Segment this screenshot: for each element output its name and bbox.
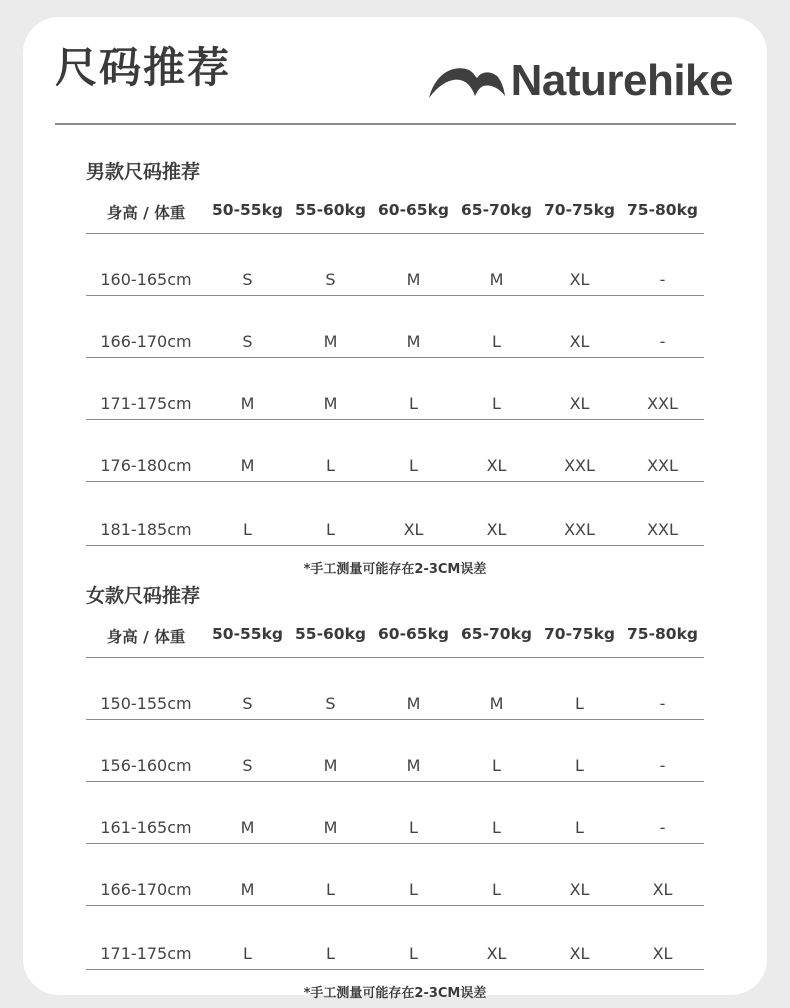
- size-cell: L: [538, 782, 621, 844]
- size-chart-card: [23, 17, 767, 1001]
- height-cell: 166-170cm: [86, 296, 206, 358]
- mountain-logo-icon: [427, 62, 505, 100]
- size-cell: S: [289, 234, 372, 296]
- page-title: 尺码推荐: [55, 43, 232, 92]
- size-cell: M: [289, 720, 372, 782]
- size-cell: -: [621, 234, 704, 296]
- size-cell: L: [455, 844, 538, 906]
- size-cell: L: [372, 906, 455, 970]
- size-cell: L: [455, 358, 538, 420]
- size-cell: L: [455, 720, 538, 782]
- table-row: [86, 906, 704, 970]
- table-row: [86, 658, 704, 720]
- size-cell: M: [372, 296, 455, 358]
- column-header: 70-75kg: [538, 199, 621, 234]
- column-header: 50-55kg: [206, 199, 289, 234]
- size-cell: XL: [538, 844, 621, 906]
- measurement-note: *手工测量可能存在2-3CM误差: [303, 562, 487, 577]
- size-cell: XXL: [621, 358, 704, 420]
- height-cell: 161-165cm: [86, 782, 206, 844]
- size-cell: XL: [455, 482, 538, 546]
- size-cell: L: [372, 358, 455, 420]
- size-cell: XL: [621, 844, 704, 906]
- size-cell: -: [621, 296, 704, 358]
- height-cell: 156-160cm: [86, 720, 206, 782]
- column-header: 75-80kg: [621, 199, 704, 234]
- height-cell: 160-165cm: [86, 234, 206, 296]
- size-cell: L: [372, 844, 455, 906]
- size-cell: XL: [455, 906, 538, 970]
- size-cell: M: [372, 234, 455, 296]
- table-row: [86, 844, 704, 906]
- size-cell: L: [289, 420, 372, 482]
- table-row: [86, 420, 704, 482]
- height-cell: 171-175cm: [86, 906, 206, 970]
- size-cell: L: [206, 906, 289, 970]
- size-cell: M: [206, 358, 289, 420]
- size-cell: L: [289, 906, 372, 970]
- table-header-row: [86, 623, 704, 658]
- men-section: [86, 155, 704, 577]
- size-cell: S: [289, 658, 372, 720]
- size-cell: L: [289, 844, 372, 906]
- size-cell: XXL: [621, 420, 704, 482]
- column-header: 身高 / 体重: [86, 623, 206, 658]
- brand-name: Naturehike: [510, 56, 733, 105]
- size-cell: XXL: [538, 420, 621, 482]
- column-header: 55-60kg: [289, 199, 372, 234]
- column-header: 60-65kg: [372, 199, 455, 234]
- size-cell: L: [372, 420, 455, 482]
- table-row: [86, 782, 704, 844]
- size-cell: S: [206, 296, 289, 358]
- size-cell: XL: [538, 358, 621, 420]
- size-cell: -: [621, 720, 704, 782]
- size-cell: XL: [621, 906, 704, 970]
- column-header: 55-60kg: [289, 623, 372, 658]
- size-cell: L: [538, 720, 621, 782]
- size-cell: XL: [538, 296, 621, 358]
- size-cell: -: [621, 658, 704, 720]
- size-cell: XL: [538, 234, 621, 296]
- height-cell: 181-185cm: [86, 482, 206, 546]
- column-header: 65-70kg: [455, 623, 538, 658]
- table-row: [86, 482, 704, 546]
- size-cell: S: [206, 234, 289, 296]
- size-cell: L: [206, 482, 289, 546]
- size-cell: M: [455, 234, 538, 296]
- men-size-table: [86, 199, 704, 546]
- size-cell: L: [538, 658, 621, 720]
- size-cell: XL: [372, 482, 455, 546]
- size-cell: L: [455, 296, 538, 358]
- size-cell: M: [289, 782, 372, 844]
- size-cell: XL: [538, 906, 621, 970]
- women-section: [86, 579, 704, 1001]
- size-cell: M: [289, 358, 372, 420]
- height-cell: 176-180cm: [86, 420, 206, 482]
- brand-logo: [427, 56, 733, 105]
- header-divider: [55, 123, 736, 125]
- women-size-table: [86, 623, 704, 970]
- size-cell: L: [372, 782, 455, 844]
- column-header: 70-75kg: [538, 623, 621, 658]
- size-cell: M: [206, 420, 289, 482]
- table-header-row: [86, 199, 704, 234]
- size-cell: M: [206, 782, 289, 844]
- height-cell: 166-170cm: [86, 844, 206, 906]
- table-row: [86, 296, 704, 358]
- size-cell: XXL: [538, 482, 621, 546]
- size-cell: M: [372, 720, 455, 782]
- size-cell: S: [206, 658, 289, 720]
- size-cell: M: [455, 658, 538, 720]
- table-row: [86, 358, 704, 420]
- size-cell: -: [621, 782, 704, 844]
- column-header: 50-55kg: [206, 623, 289, 658]
- size-cell: M: [206, 844, 289, 906]
- size-cell: L: [289, 482, 372, 546]
- height-cell: 150-155cm: [86, 658, 206, 720]
- men-section-title: 男款尺码推荐: [86, 161, 201, 183]
- size-cell: L: [455, 782, 538, 844]
- measurement-note: *手工测量可能存在2-3CM误差: [303, 986, 487, 1001]
- column-header: 65-70kg: [455, 199, 538, 234]
- size-cell: XL: [455, 420, 538, 482]
- table-row: [86, 234, 704, 296]
- column-header: 身高 / 体重: [86, 199, 206, 234]
- size-cell: XXL: [621, 482, 704, 546]
- size-cell: S: [206, 720, 289, 782]
- size-cell: M: [289, 296, 372, 358]
- column-header: 75-80kg: [621, 623, 704, 658]
- table-row: [86, 720, 704, 782]
- size-cell: M: [372, 658, 455, 720]
- height-cell: 171-175cm: [86, 358, 206, 420]
- women-section-title: 女款尺码推荐: [86, 585, 201, 607]
- column-header: 60-65kg: [372, 623, 455, 658]
